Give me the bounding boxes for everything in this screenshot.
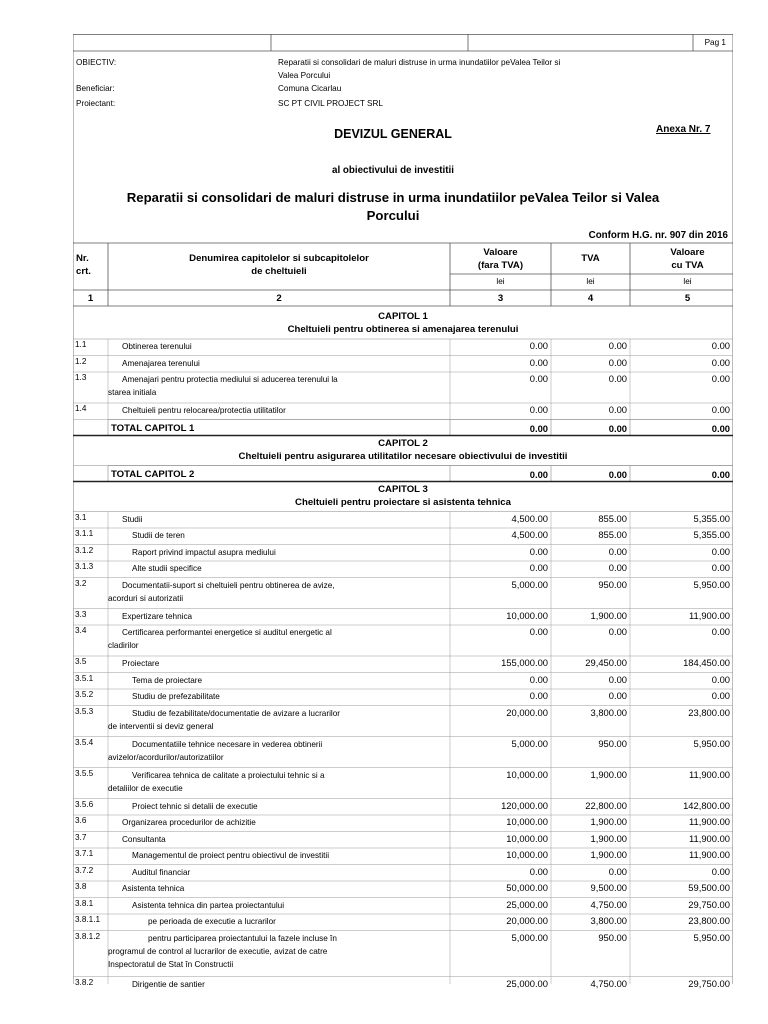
row-value-0: 0.00 bbox=[529, 545, 548, 557]
row-number: 3.7.2 bbox=[75, 865, 94, 875]
row-value-1: 0.00 bbox=[608, 673, 627, 685]
row-value-2: 0.00 bbox=[711, 673, 730, 685]
row-value-2: 5,950.00 bbox=[693, 578, 730, 590]
row-description: Raport privind impactul asupra mediului bbox=[132, 547, 276, 557]
row-value-1: 0.00 bbox=[608, 545, 627, 557]
objectiv-value-line1: Reparatii si consolidari de maluri distruse in urma inundatiilor peValea Teilor si bbox=[278, 58, 561, 67]
col-valoare-line2: (fara TVA) bbox=[477, 260, 524, 271]
col-valoare-line1: Valoare bbox=[483, 247, 518, 258]
row-value-0: 5,000.00 bbox=[511, 578, 548, 590]
row-number: 3.1.2 bbox=[75, 545, 94, 555]
row-description: Consultanta bbox=[122, 834, 166, 844]
row-value-0: 50,000.00 bbox=[506, 882, 548, 893]
col-denumire-line1: Denumirea capitolelor si subcapitolelor bbox=[189, 253, 369, 264]
chapter-heading: CAPITOL 1 bbox=[378, 311, 428, 322]
row-number: 1.1 bbox=[75, 340, 87, 349]
row-value-1: 0.00 bbox=[608, 562, 627, 573]
total-value-0: 0.00 bbox=[529, 468, 548, 480]
row-value-1: 0.00 bbox=[608, 626, 627, 637]
unit-lei-valoare: lei bbox=[496, 277, 505, 286]
row-value-0: 0.00 bbox=[529, 626, 548, 637]
row-number: 3.7 bbox=[75, 832, 87, 842]
row-value-1: 3,800.00 bbox=[590, 706, 627, 718]
total-row-label: TOTAL CAPITOL 1 bbox=[111, 422, 195, 434]
row-value-0: 0.00 bbox=[529, 373, 548, 384]
row-value-2: 184,450.00 bbox=[683, 657, 730, 668]
row-value-1: 0.00 bbox=[608, 373, 627, 384]
row-value-1: 4,750.00 bbox=[590, 977, 627, 989]
row-number: 3.5.2 bbox=[75, 690, 94, 699]
row-description: Organizarea procedurilor de achizitie bbox=[122, 818, 256, 827]
row-value-2: 11,900.00 bbox=[688, 768, 730, 780]
row-value-0: 25,000.00 bbox=[506, 977, 548, 989]
row-description: Amenajarea terenului bbox=[122, 358, 200, 368]
col-valoare-tva-line1: Valoare bbox=[670, 247, 705, 258]
total-value-2: 0.00 bbox=[711, 422, 730, 434]
row-description: Auditul financiar bbox=[132, 867, 191, 877]
document-subtitle: al obiectivului de investitii bbox=[332, 165, 454, 176]
row-value-0: 20,000.00 bbox=[506, 915, 548, 926]
row-value-0: 20,000.00 bbox=[506, 706, 548, 718]
row-value-1: 9,500.00 bbox=[590, 882, 627, 893]
row-description: Studii bbox=[122, 514, 143, 524]
row-description: Asistenta tehnica din partea proiectantului bbox=[132, 900, 285, 910]
row-value-2: 5,355.00 bbox=[693, 512, 730, 524]
row-value-2: 5,950.00 bbox=[693, 931, 730, 943]
row-value-2: 0.00 bbox=[711, 356, 730, 368]
row-value-2: 0.00 bbox=[711, 562, 730, 573]
row-description: pentru participarea proiectantului la fazele incluse în bbox=[148, 933, 337, 943]
row-value-2: 11,900.00 bbox=[688, 609, 730, 621]
row-value-2: 0.00 bbox=[711, 865, 730, 877]
row-description: detaliilor de executie bbox=[108, 783, 183, 793]
row-number: 3.1.1 bbox=[75, 529, 94, 538]
row-description: de interventii si deviz general bbox=[108, 721, 214, 731]
row-value-0: 10,000.00 bbox=[506, 816, 548, 827]
row-description: Verificarea tehnica de calitate a proiectului tehnic si a bbox=[132, 770, 325, 780]
row-value-0: 10,000.00 bbox=[506, 768, 548, 780]
row-description: Asistenta tehnica bbox=[122, 884, 185, 893]
row-value-1: 1,900.00 bbox=[590, 609, 627, 621]
row-value-0: 0.00 bbox=[529, 865, 548, 877]
row-value-0: 0.00 bbox=[529, 562, 548, 573]
project-title-line1: Reparatii si consolidari de maluri distruse in urma inundatiilor peValea Teilor si Valea bbox=[126, 190, 660, 205]
row-description: Inspectoratul de Stat în Constructii bbox=[108, 959, 234, 969]
row-number: 3.7.1 bbox=[75, 849, 94, 858]
row-description: Studii de teren bbox=[132, 531, 185, 540]
row-description: Managementul de proiect pentru obiectivul de investitii bbox=[132, 851, 330, 860]
conform-hg: Conform H.G. nr. 907 din 2016 bbox=[588, 230, 728, 241]
row-description: Documentatiile tehnice necesare in vederea obtinerii bbox=[132, 739, 323, 749]
row-number: 3.1.3 bbox=[75, 562, 94, 571]
row-value-0: 4,500.00 bbox=[511, 529, 548, 540]
row-value-0: 10,000.00 bbox=[506, 849, 548, 860]
beneficiar-value: Comuna Cicarlau bbox=[278, 84, 342, 93]
row-value-1: 950.00 bbox=[598, 578, 627, 590]
row-value-2: 23,800.00 bbox=[688, 915, 730, 926]
row-number: 3.2 bbox=[75, 578, 87, 588]
row-value-1: 3,800.00 bbox=[590, 915, 627, 926]
total-value-0: 0.00 bbox=[529, 422, 548, 434]
project-title-line2: Porcului bbox=[366, 208, 420, 223]
page-label: Pag 1 bbox=[704, 38, 726, 47]
col-denumire-line2: de cheltuieli bbox=[251, 266, 307, 277]
col-number-5: 5 bbox=[684, 293, 691, 304]
col-tva: TVA bbox=[581, 253, 600, 264]
row-value-2: 29,750.00 bbox=[688, 977, 730, 989]
row-number: 1.2 bbox=[75, 356, 87, 366]
total-value-1: 0.00 bbox=[608, 468, 627, 480]
row-number: 3.5.1 bbox=[75, 673, 94, 683]
objectiv-value-line2: Valea Porcului bbox=[278, 71, 331, 80]
row-value-2: 5,355.00 bbox=[693, 529, 730, 540]
row-description: cladirilor bbox=[108, 641, 139, 650]
annex-label: Anexa Nr. 7 bbox=[656, 124, 711, 135]
row-number: 3.5 bbox=[75, 657, 87, 666]
row-number: 3.6 bbox=[75, 816, 87, 825]
row-description: Studiu de prefezabilitate bbox=[132, 692, 220, 701]
row-value-1: 0.00 bbox=[608, 865, 627, 877]
chapter-description: Cheltuieli pentru asigurarea utilitatilor necesare obiectivului de investitii bbox=[238, 450, 568, 462]
row-description: Cheltuieli pentru relocarea/protectia utilitatilor bbox=[122, 406, 286, 415]
row-number: 3.5.4 bbox=[75, 737, 94, 747]
row-value-0: 10,000.00 bbox=[506, 832, 548, 844]
unit-lei-tva: lei bbox=[586, 277, 595, 286]
row-number: 3.5.3 bbox=[75, 706, 94, 716]
row-description: Proiect tehnic si detalii de executie bbox=[132, 801, 258, 811]
row-value-2: 59,500.00 bbox=[688, 882, 730, 893]
row-description: Expertizare tehnica bbox=[122, 611, 193, 621]
beneficiar-label: Beneficiar: bbox=[76, 84, 115, 93]
row-value-0: 10,000.00 bbox=[506, 609, 548, 621]
col-number-4: 4 bbox=[587, 293, 594, 304]
row-description: avizelor/acordurilor/autorizatiilor bbox=[108, 752, 224, 762]
row-value-1: 0.00 bbox=[608, 690, 627, 701]
col-number-2: 2 bbox=[276, 293, 282, 304]
row-value-0: 5,000.00 bbox=[511, 931, 548, 943]
row-value-2: 142,800.00 bbox=[683, 799, 730, 811]
row-description: pe perioada de executie a lucrarilor bbox=[148, 917, 276, 926]
row-value-2: 11,900.00 bbox=[688, 832, 730, 844]
row-description: Studiu de fezabilitate/documentatie de avizare a lucrarilor bbox=[132, 708, 340, 718]
row-number: 1.4 bbox=[75, 404, 87, 413]
row-number: 3.3 bbox=[75, 609, 87, 619]
row-description: Documentatii-suport si cheltuieli pentru obtinerea de avize, bbox=[122, 580, 335, 590]
row-description: Certificarea performantei energetice si auditul energetic al bbox=[122, 628, 332, 637]
row-number: 3.5.6 bbox=[75, 799, 94, 809]
row-value-0: 25,000.00 bbox=[506, 898, 548, 910]
row-value-1: 1,900.00 bbox=[590, 832, 627, 844]
row-description: Amenajari pentru protectia mediului si aducerea terenului la bbox=[122, 375, 338, 384]
document-title: DEVIZUL GENERAL bbox=[334, 127, 452, 141]
row-description: Proiectare bbox=[122, 659, 160, 668]
row-value-1: 855.00 bbox=[598, 512, 627, 524]
total-value-2: 0.00 bbox=[711, 468, 730, 480]
col-number-3: 3 bbox=[497, 293, 504, 304]
row-description: starea initiala bbox=[108, 388, 157, 397]
row-value-0: 5,000.00 bbox=[511, 737, 548, 749]
row-value-2: 29,750.00 bbox=[688, 898, 730, 910]
col-nr-line2: crt. bbox=[76, 266, 91, 277]
row-description: acorduri si autorizatii bbox=[108, 593, 184, 603]
row-value-0: 4,500.00 bbox=[511, 512, 548, 524]
row-value-2: 23,800.00 bbox=[688, 706, 730, 718]
row-value-2: 0.00 bbox=[711, 373, 730, 384]
row-value-1: 0.00 bbox=[608, 404, 627, 415]
unit-lei-valoare-tva: lei bbox=[683, 277, 692, 286]
col-number-1: 1 bbox=[87, 293, 94, 304]
devizul-general-sheet bbox=[73, 34, 733, 989]
chapter-description: Cheltuieli pentru proiectare si asistenta tehnica bbox=[295, 496, 511, 508]
row-value-2: 0.00 bbox=[711, 545, 730, 557]
row-description: Alte studii specifice bbox=[132, 564, 202, 573]
row-value-1: 855.00 bbox=[598, 529, 627, 540]
row-value-0: 0.00 bbox=[529, 673, 548, 685]
chapter-heading: CAPITOL 3 bbox=[378, 483, 428, 495]
row-description: Obtinerea terenului bbox=[122, 342, 192, 351]
chapter-description: Cheltuieli pentru obtinerea si amenajarea terenului bbox=[287, 324, 519, 335]
row-value-1: 950.00 bbox=[598, 737, 627, 749]
chapter-heading: CAPITOL 2 bbox=[378, 437, 428, 449]
row-value-2: 0.00 bbox=[711, 404, 730, 415]
row-number: 3.8.1.1 bbox=[75, 915, 101, 924]
row-value-2: 0.00 bbox=[711, 340, 730, 351]
row-value-0: 0.00 bbox=[529, 404, 548, 415]
row-value-0: 155,000.00 bbox=[501, 657, 548, 668]
row-number: 3.1 bbox=[75, 512, 87, 522]
row-number: 3.8.2 bbox=[75, 977, 94, 987]
row-value-1: 1,900.00 bbox=[590, 849, 627, 860]
row-value-2: 11,900.00 bbox=[688, 849, 730, 860]
row-number: 3.8 bbox=[75, 882, 87, 891]
objectiv-label: OBIECTIV: bbox=[76, 58, 117, 67]
row-value-1: 29,450.00 bbox=[585, 657, 627, 668]
row-value-0: 120,000.00 bbox=[501, 799, 548, 811]
row-description: Dirigentie de santier bbox=[132, 979, 205, 989]
row-number: 3.5.5 bbox=[75, 768, 94, 778]
row-value-0: 0.00 bbox=[529, 356, 548, 368]
row-value-1: 22,800.00 bbox=[585, 799, 627, 811]
row-value-1: 1,900.00 bbox=[590, 816, 627, 827]
row-value-2: 0.00 bbox=[711, 626, 730, 637]
row-description: Tema de proiectare bbox=[132, 675, 203, 685]
row-description: programul de control al lucrarilor de executie, avizat de catre bbox=[108, 946, 328, 956]
total-value-1: 0.00 bbox=[608, 422, 627, 434]
row-number: 3.8.1.2 bbox=[75, 931, 101, 941]
row-value-2: 0.00 bbox=[711, 690, 730, 701]
row-value-1: 4,750.00 bbox=[590, 898, 627, 910]
row-number: 3.4 bbox=[75, 626, 87, 635]
row-value-1: 950.00 bbox=[598, 931, 627, 943]
row-value-2: 11,900.00 bbox=[688, 816, 730, 827]
row-value-1: 1,900.00 bbox=[590, 768, 627, 780]
row-value-2: 5,950.00 bbox=[693, 737, 730, 749]
total-row-label: TOTAL CAPITOL 2 bbox=[111, 468, 195, 480]
col-valoare-tva-line2: cu TVA bbox=[671, 260, 704, 271]
proiectant-label: Proiectant: bbox=[76, 99, 116, 108]
row-value-0: 0.00 bbox=[529, 340, 548, 351]
col-nr-line1: Nr. bbox=[76, 253, 89, 264]
row-value-1: 0.00 bbox=[608, 340, 627, 351]
row-number: 3.8.1 bbox=[75, 898, 94, 908]
row-value-0: 0.00 bbox=[529, 690, 548, 701]
proiectant-value: SC PT CIVIL PROJECT SRL bbox=[278, 99, 383, 108]
row-value-1: 0.00 bbox=[608, 356, 627, 368]
row-number: 1.3 bbox=[75, 373, 87, 382]
